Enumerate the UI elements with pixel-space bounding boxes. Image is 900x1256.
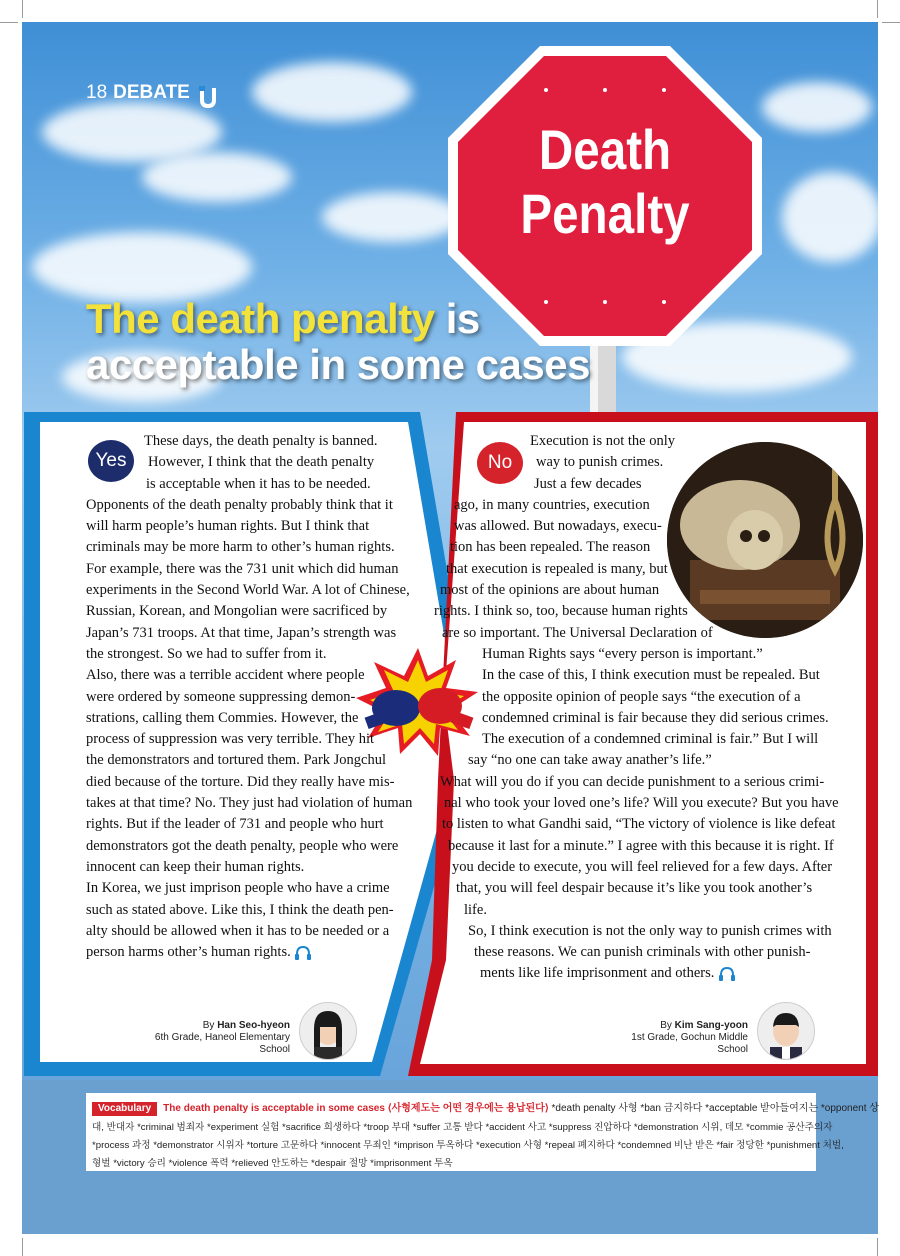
- no-school: 1st Grade, Gochun Middle School: [631, 1032, 748, 1055]
- text-line: alty should be allowed when it has to be needed or a: [86, 922, 390, 939]
- text-line: Japan’s 731 troops. At that time, Japan’s strength was: [86, 624, 397, 641]
- text-line: These days, the death penalty is banned.: [144, 433, 378, 449]
- text-line: ago, in many countries, execution: [454, 496, 650, 513]
- text-line: Execution is not the only: [530, 433, 675, 449]
- text-line: In Korea, we just imprison people who have a crime: [86, 880, 390, 897]
- yes-school: 6th Grade, Haneol Elementary School: [154, 1032, 290, 1055]
- text-line: innocent can keep their human rights.: [86, 858, 305, 875]
- no-byline: By Kim Sang-yoon 1st Grade, Gochun Middle School: [631, 1020, 748, 1055]
- text-line: Also, there was a terrible accident where people: [86, 667, 365, 684]
- text-line: takes at that time? No. They just had violation of human: [86, 795, 413, 812]
- avatar: [757, 1002, 815, 1060]
- text-line: that execution is repealed is many, but: [446, 560, 668, 577]
- text-line: most of the opinions are about human: [440, 582, 660, 599]
- yes-column: [86, 431, 412, 963]
- no-column: [430, 431, 839, 985]
- text-line: was allowed. But nowadays, execu-: [454, 518, 662, 535]
- text-line: such as stated above. Like this, I think the death pen-: [86, 901, 394, 918]
- text-line: nal who took your loved one’s life? Will you execute? But you have: [444, 795, 839, 812]
- text-line: In the case of this, I think execution must be repealed. But: [482, 667, 820, 684]
- text-line: tion has been repealed. The reason: [450, 539, 651, 556]
- text-line: process of suppression was very terrible. They hit: [86, 731, 375, 748]
- text-line: the demonstrators and tortured them. Park Jongchul: [86, 752, 387, 769]
- vocabulary-tag: Vocabulary: [92, 1102, 157, 1116]
- headline-rest: is: [434, 295, 480, 342]
- text-line: criminals may be more harm to other’s human rights.: [86, 539, 395, 556]
- text-line: say “no one can take away anather’s life.”: [468, 752, 712, 769]
- sign-line-2: Penalty: [520, 182, 690, 245]
- text-line: demonstrators got the death penalty, people who were: [86, 837, 399, 854]
- text-line: condemned criminal is fair because they did serious crimes.: [482, 709, 829, 726]
- text-line: Russian, Korean, and Mongolian were sacrificed by: [86, 603, 388, 620]
- text-line: For example, there was the 731 unit which did human: [86, 560, 399, 577]
- text-line: Human Rights says “every person is important.”: [482, 645, 763, 662]
- text-line: you decide to execute, you will feel relieved for a few days. After: [452, 858, 833, 875]
- text-line: the opposite opinion of people says “the execution of a: [482, 688, 801, 705]
- text-line: life.: [464, 901, 487, 918]
- text-line: rights. But if the leader of 731 and people who hurt: [86, 816, 384, 833]
- text-line: are so important. The Universal Declaration of: [442, 624, 713, 641]
- headphone-icon[interactable]: [294, 945, 312, 961]
- sign-line-1: Death: [538, 118, 672, 181]
- yes-byline: By Han Seo-hyeon 6th Grade, Haneol Elementary School: [154, 1020, 290, 1055]
- yes-author: Han Seo-hyeon: [217, 1020, 290, 1031]
- text-line: rights. I think so, too, because human rights: [434, 603, 688, 620]
- text-line: ments like life imprisonment and others.: [430, 963, 839, 984]
- section-title: DEBATE: [113, 82, 190, 103]
- vocabulary-line: *death penalty 사형 *ban 금지하다 *acceptable 받아들여지는 *opponent 상: [548, 1103, 879, 1114]
- headline-line-2: acceptable in some cases: [86, 341, 590, 388]
- page-number: 18: [86, 82, 108, 103]
- text-line: However, I think that the death penalty: [148, 454, 375, 471]
- headphone-icon[interactable]: [718, 966, 736, 982]
- avatar: [299, 1002, 357, 1060]
- headline-highlight: The death penalty: [86, 295, 435, 342]
- no-author: Kim Sang-yoon: [674, 1020, 748, 1031]
- text-line: these reasons. We can punish criminals with other punish-: [474, 944, 811, 961]
- text-line: strations, calling them Commies. However, the: [86, 709, 359, 726]
- text-line: What will you do if you can decide punishment to a serious crimi-: [440, 773, 825, 790]
- text-line: The execution of a condemned criminal is fair.” But I will: [482, 731, 819, 748]
- text-line: were ordered by someone suppressing demon-: [86, 688, 356, 705]
- text-line: Just a few decades: [534, 475, 642, 492]
- text-line: because it last for a minute.” I agree with this because it is right. If: [448, 837, 834, 854]
- text-line: person harms other’s human rights.: [86, 942, 412, 963]
- vocabulary-line: *process 과정 *demonstrator 시위자 *torture 고문하다 *innocent 무죄인 *imprison 투옥하다 *execution 사형 *repeal 폐지하다 *condemned 비난 받은 *fair 정당한 *punishment 처벌,: [92, 1140, 844, 1151]
- text-line: way to punish crimes.: [536, 454, 664, 471]
- vocabulary-box: [86, 1093, 879, 1171]
- vocabulary-line: 형벌 *victory 승리 *violence 폭력 *relieved 안도하는 *despair 절망 *imprisonment 투옥: [92, 1158, 453, 1169]
- text-line: the strongest. So we had to suffer from it.: [86, 645, 327, 662]
- text-line: is acceptable when it has to be needed.: [146, 475, 371, 492]
- text-line: So, I think execution is not the only way to punish crimes with: [468, 922, 832, 939]
- no-badge: No: [477, 442, 523, 484]
- vocabulary-line: 대, 반대자 *criminal 범죄자 *experiment 실험 *sacrifice 희생하다 *troop 부대 *suffer 고통 받다 *accident 사고 *suppress 진압하다 *demonstration 시위, 데모 *commie 공산주의자: [92, 1122, 833, 1133]
- text-line: that, you will feel despair because it’s like you took another’s: [456, 880, 813, 897]
- text-line: will harm people’s human rights. But I think that: [86, 518, 370, 535]
- text-line: Opponents of the death penalty probably think that it: [86, 496, 393, 513]
- yes-badge: Yes: [88, 440, 134, 482]
- vocabulary-title: The death penalty is acceptable in some cases ⟨사형제도는 어떤 경우에는 용납된다⟩: [163, 1103, 549, 1114]
- text-line: to listen to what Gandhi said, “The victory of violence is like defeat: [442, 816, 836, 833]
- text-line: experiments in the Second World War. A lot of Chinese,: [86, 582, 410, 599]
- text-line: died because of the torture. Did they really have mis-: [86, 773, 395, 790]
